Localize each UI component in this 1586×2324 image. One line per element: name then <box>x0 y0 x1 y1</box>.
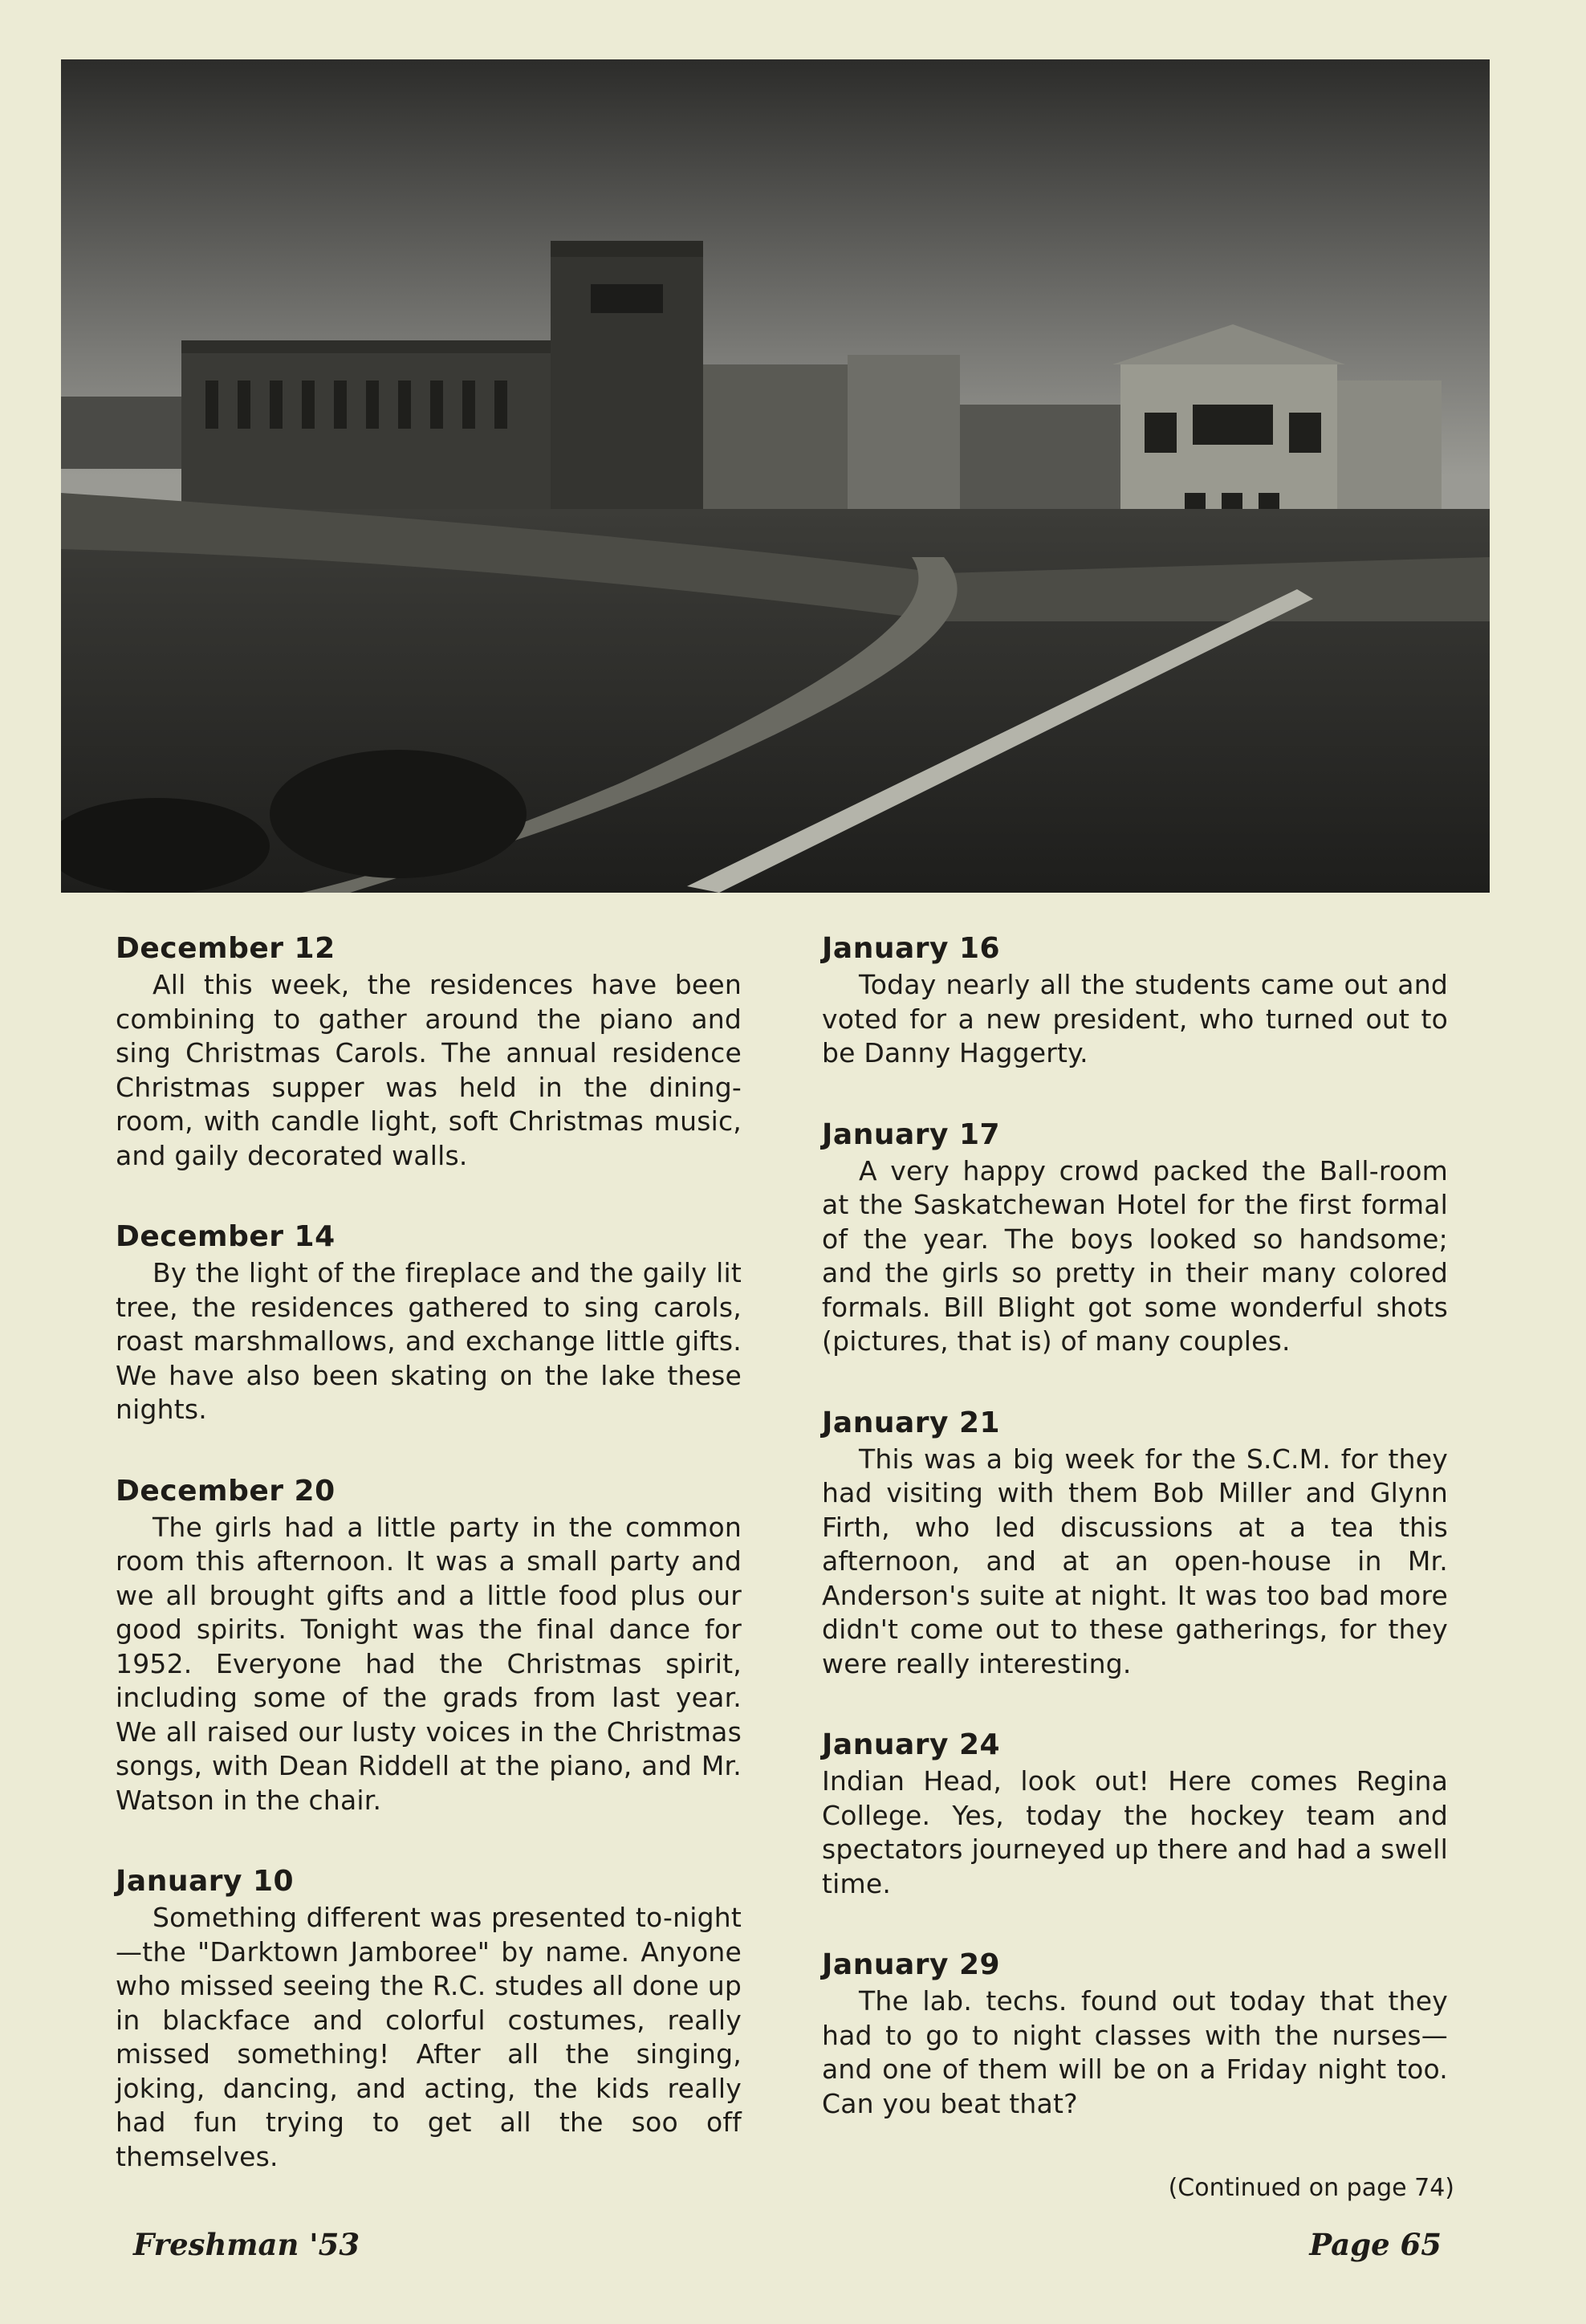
entry-date: December 14 <box>116 1220 336 1253</box>
entry-text: Something different was presented to-night—the "Darktown Jamboree" by name. Anyone who missed seeing the R.C. studes all done up in blackface and colorful costumes, really missed something! After all the singing, joking, dancing, and acting, the kids really had fun trying to get all the soo off themselves. <box>116 1902 742 2172</box>
entry-text: Today nearly all the students came out and voted for a new president, who turned out to be Danny Haggerty. <box>822 969 1448 1068</box>
entry-text: A very happy crowd packed the Ball-room at the Saskatchewan Hotel for the first formal of the year. The boys looked so handsome; and the girls so pretty in their many colored formals. Bill Blight got some wonderful shots (pictures, that is) of many couples. <box>822 1154 1448 1357</box>
diary-entry <box>822 931 1448 1071</box>
page-number: Page 65 <box>1309 2227 1442 2262</box>
entry-text: All this week, the residences have been combining to gather around the piano and sing Christmas Carols. The annual residence Christmas supper was held in the dining-room, with candle light, soft Christmas music, and gaily decorated walls. <box>116 969 742 1171</box>
diary-entry <box>116 931 742 1173</box>
entry-date: December 12 <box>116 932 336 965</box>
entry-date: December 20 <box>116 1474 336 1508</box>
right-column <box>822 931 1448 2167</box>
entry-date: January 16 <box>822 932 1001 965</box>
entry-date: January 10 <box>116 1865 295 1898</box>
diary-entry <box>822 1406 1448 1682</box>
continued-note: (Continued on page 74) <box>1168 2174 1454 2202</box>
entry-date: January 24 <box>822 1728 1001 1761</box>
left-column <box>116 931 742 2220</box>
campus-buildings-photo <box>61 59 1490 893</box>
diary-entry <box>822 1948 1448 2121</box>
diary-entry <box>822 1117 1448 1359</box>
diary-entry <box>116 1864 742 2174</box>
entry-text: Indian Head, look out! Here comes Regina College. Yes, today the hockey team and spectators journeyed up there and had a swell time. <box>822 1765 1448 1899</box>
entry-text: By the light of the fireplace and the gaily lit tree, the residences gathered to sing carols, roast marshmallows, and exchange little gifts. We have also been skating on the lake these nights. <box>116 1257 742 1425</box>
diary-entry <box>822 1728 1448 1901</box>
publication-name: Freshman '53 <box>133 2227 360 2262</box>
entry-text: The lab. techs. found out today that they had to go to night classes with the nurses—and one of them will be on a Friday night too. Can you beat that? <box>822 1985 1448 2119</box>
entry-text: The girls had a little party in the common room this afternoon. It was a small party and we all brought gifts and a little food plus our good spirits. Tonight was the final dance for 1952. Everyone had the Christmas spirit, including some of the grads from last year. We all raised our lusty voices in the Christmas songs, with Dean Riddell at the piano, and Mr. Watson in the chair. <box>116 1511 742 1816</box>
entry-date: January 29 <box>822 1948 1001 1981</box>
diary-entry <box>116 1219 742 1427</box>
campus-buildings-icon <box>61 59 1490 893</box>
entry-date: January 17 <box>822 1117 1001 1151</box>
entry-date: January 21 <box>822 1406 1001 1439</box>
diary-entry <box>116 1474 742 1818</box>
entry-text: This was a big week for the S.C.M. for they had visiting with them Bob Miller and Glynn Firth, who led discussions at a tea this afternoon, and at an open-house in Mr. Anderson's suite at night. It was too bad more didn't come out to these gatherings, for they were really interesting. <box>822 1443 1448 1679</box>
